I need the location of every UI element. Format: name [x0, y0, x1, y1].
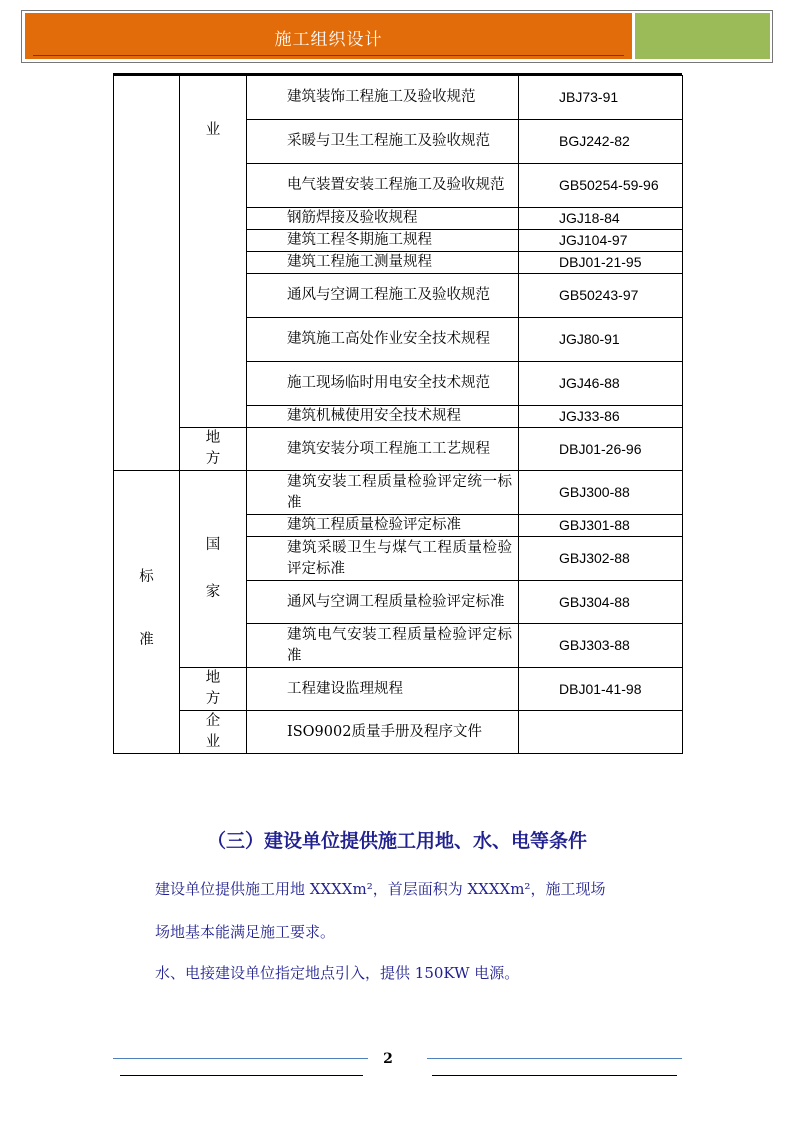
standard-name: 建筑工程冬期施工规程	[247, 230, 519, 252]
standard-code: DBJ01-26-96	[519, 428, 683, 471]
standard-code: GB50243-97	[519, 274, 683, 318]
footer-rule-left-bottom	[120, 1075, 363, 1076]
page-number: 2	[383, 1051, 393, 1067]
standard-code: DBJ01-41-98	[519, 668, 683, 711]
footer-rule-left-top	[113, 1058, 368, 1059]
standard-code: JGJ18-84	[519, 208, 683, 230]
standard-name: 建筑电气安装工程质量检验评定标准	[247, 624, 519, 668]
standard-code: GBJ304-88	[519, 581, 683, 624]
table-row	[114, 428, 683, 471]
standard-name: 建筑装饰工程施工及验收规范	[247, 76, 519, 120]
standard-code: JBJ73-91	[519, 76, 683, 120]
standard-code	[519, 711, 683, 754]
paragraph-line: 场地基本能满足施工要求。	[155, 923, 336, 941]
standard-name: 通风与空调工程施工及验收规范	[247, 274, 519, 318]
standard-code: JGJ46-88	[519, 362, 683, 406]
header-title-bar	[25, 13, 632, 59]
subcategory-guojia: 国 家	[180, 471, 247, 668]
standard-code: GBJ303-88	[519, 624, 683, 668]
subcategory-difang: 地 方	[180, 428, 247, 471]
category-cell-blank	[114, 76, 180, 471]
paragraph-line: 水、电接建设单位指定地点引入，提供 150KW 电源。	[155, 964, 520, 982]
standard-name: 建筑工程质量检验评定标准	[247, 515, 519, 537]
standard-name: 建筑施工高处作业安全技术规程	[247, 318, 519, 362]
subcategory-difang: 地 方	[180, 668, 247, 711]
standard-name: 电气装置安装工程施工及验收规范	[247, 164, 519, 208]
subcategory-ye: 业	[180, 76, 247, 428]
table-row	[114, 668, 683, 711]
header-accent-block	[635, 13, 770, 59]
standard-code: BGJ242-82	[519, 120, 683, 164]
standard-code: GBJ300-88	[519, 471, 683, 515]
section-heading: （三）建设单位提供施工用地、水、电等条件	[206, 830, 587, 852]
standard-name: 通风与空调工程质量检验评定标准	[247, 581, 519, 624]
standard-name: ISO9002质量手册及程序文件	[247, 711, 519, 754]
standard-name: 钢筋焊接及验收规程	[247, 208, 519, 230]
table-row	[114, 76, 683, 120]
standard-name: 建筑采暖卫生与煤气工程质量检验评定标准	[247, 537, 519, 581]
standard-code: JGJ104-97	[519, 230, 683, 252]
standard-code: DBJ01-21-95	[519, 252, 683, 274]
standards-table	[113, 75, 683, 754]
category-biaozhun: 标 准	[114, 471, 180, 754]
standard-code: GBJ301-88	[519, 515, 683, 537]
standard-name: 施工现场临时用电安全技术规范	[247, 362, 519, 406]
footer-rule-right-top	[427, 1058, 682, 1059]
standard-code: GB50254-59-96	[519, 164, 683, 208]
paragraph-line: 建设单位提供施工用地 XXXXm²，首层面积为 XXXXm²，施工现场	[155, 880, 606, 898]
standard-name: 建筑安装工程质量检验评定统一标准	[247, 471, 519, 515]
subcategory-qiye: 企 业	[180, 711, 247, 754]
standard-code: JGJ80-91	[519, 318, 683, 362]
header-underline	[33, 55, 624, 56]
standard-code: JGJ33-86	[519, 406, 683, 428]
standard-name: 建筑工程施工测量规程	[247, 252, 519, 274]
standard-name: 建筑安装分项工程施工工艺规程	[247, 428, 519, 471]
table-row	[114, 471, 683, 515]
standard-name: 工程建设监理规程	[247, 668, 519, 711]
footer-rule-right-bottom	[432, 1075, 677, 1076]
standard-name: 采暖与卫生工程施工及验收规范	[247, 120, 519, 164]
header-title: 施工组织设计	[274, 30, 383, 50]
table-row	[114, 711, 683, 754]
standard-name: 建筑机械使用安全技术规程	[247, 406, 519, 428]
standard-code: GBJ302-88	[519, 537, 683, 581]
